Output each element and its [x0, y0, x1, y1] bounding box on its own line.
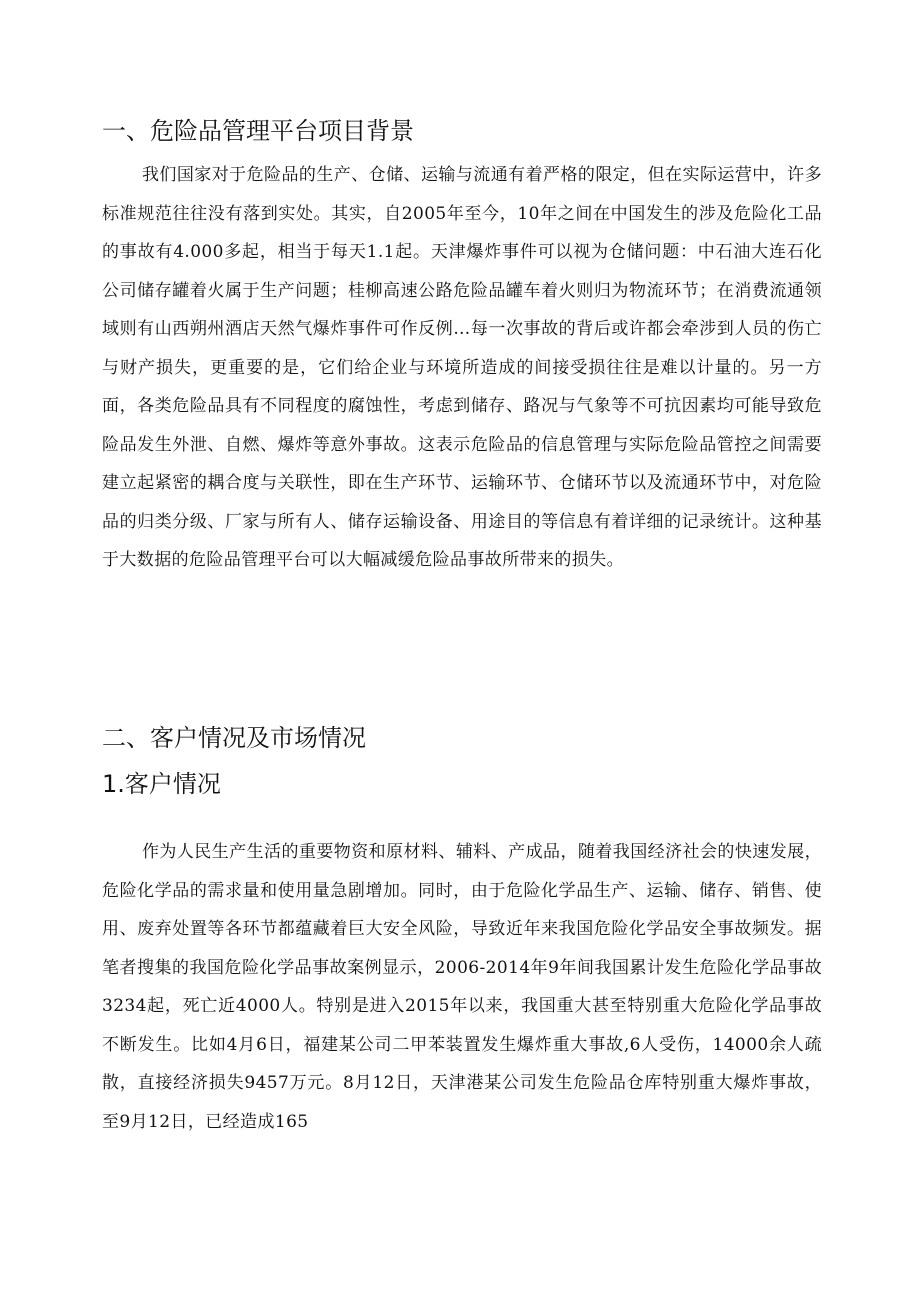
section-1-heading: 一、危险品管理平台项目背景	[102, 117, 414, 145]
section-2-paragraph: 作为人民生产生活的重要物资和原材料、辅料、产成品，随着我国经济社会的快速发展，危险化学品的需求量和使用量急剧增加。同时，由于危险化学品生产、运输、储存、销售、使用、废弃处置等各环节都蕴藏着巨大安全风险，导致近年来我国危险化学品安全事故频发。据笔者搜集的我国危险化学品事故案例显示，2006-2014年9年间我国累计发生危险化学品事故3234起，死亡近4000人。特别是进入2015年以来，我国重大甚至特别重大危险化学品事故不断发生。比如4月6日，福建某公司二甲苯装置发生爆炸重大事故,6人受伤，14000余人疏散，直接经济损失9457万元。8月12日，天津港某公司发生危险品仓库特别重大爆炸事故，至9月12日，已经造成165	[102, 842, 822, 1132]
customer-situation-subheading: 1.客户情况	[102, 770, 221, 798]
section-1-paragraph: 我们国家对于危险品的生产、仓储、运输与流通有着严格的限定，但在实际运营中，许多标准规范往往没有落到实处。其实，自2005年至今，10年之间在中国发生的涉及危险化工品的事故有4.000多起，相当于每天1.1起。天津爆炸事件可以视为仓储问题：中石油大连石化公司储存罐着火属于生产问题；桂柳高速公路危险品罐车着火则归为物流环节；在消费流通领域则有山西朔州酒店天然气爆炸事件可作反例…每一次事故的背后或许都会牵涉到人员的伤亡与财产损失，更重要的是，它们给企业与环境所造成的间接受损往往是难以计量的。另一方面，各类危险品具有不同程度的腐蚀性，考虑到储存、路况与气象等不可抗因素均可能导致危险品发生外泄、自燃、爆炸等意外事故。这表示危险品的信息管理与实际危险品管控之间需要建立起紧密的耦合度与关联性，即在生产环节、运输环节、仓储环节以及流通环节中，对危险品的归类分级、厂家与所有人、储存运输设备、用途目的等信息有着详细的记录统计。这种基于大数据的危险品管理平台可以大幅减缓危险品事故所带来的损失。	[102, 165, 822, 570]
section-2-heading: 二、客户情况及市场情况	[102, 724, 366, 752]
